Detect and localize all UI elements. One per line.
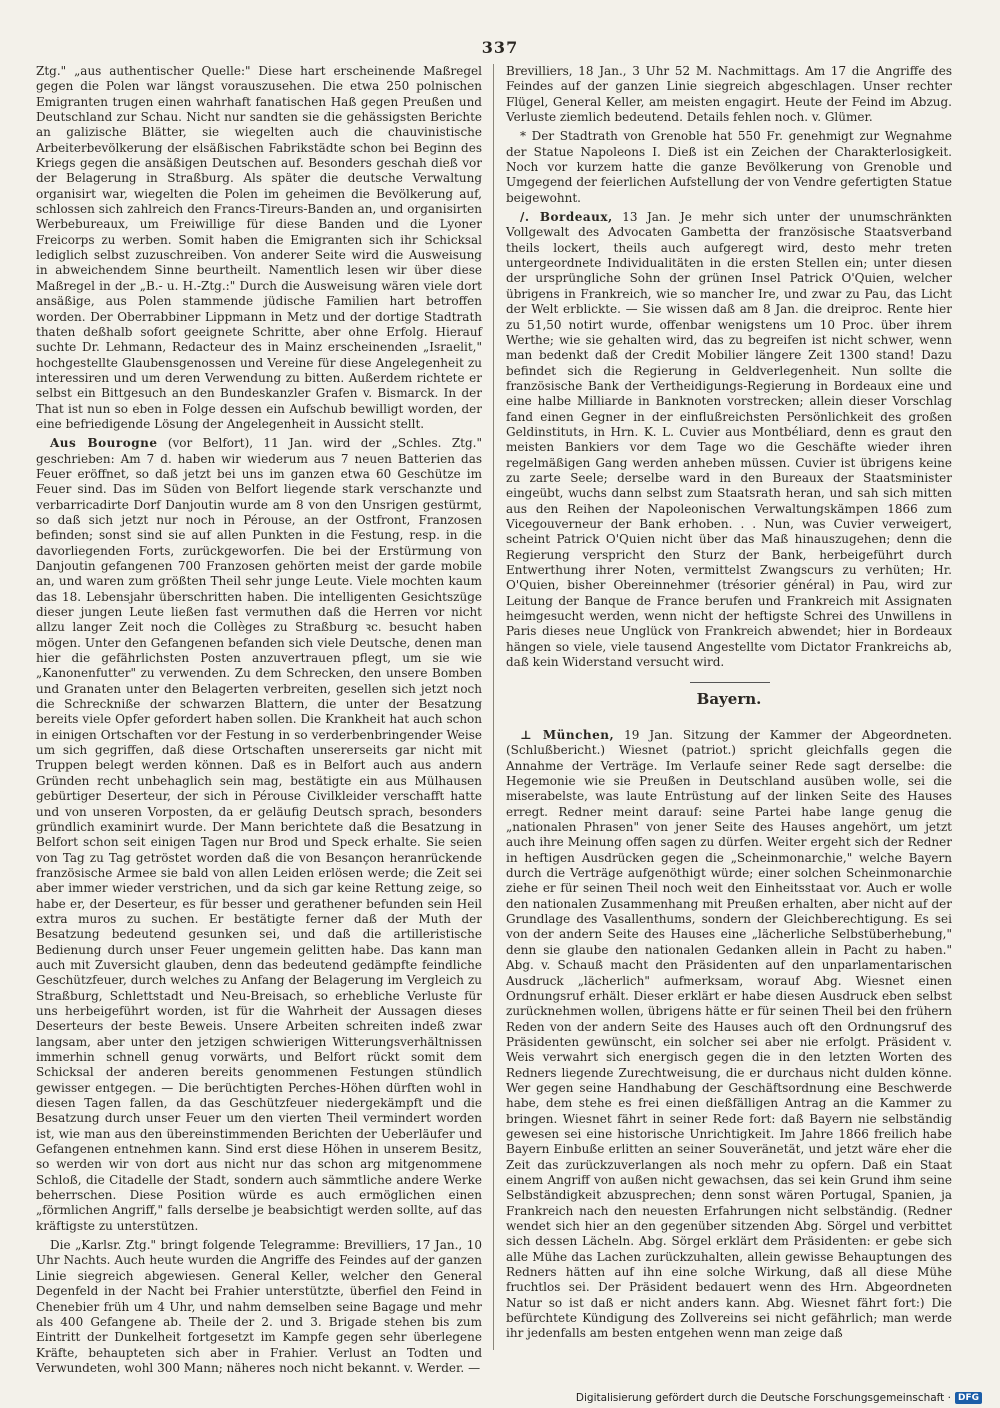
article-bordeaux (506, 210, 952, 670)
left-column (36, 64, 482, 1375)
dfg-logo-icon: DFG (955, 1392, 982, 1404)
right-column-top (506, 64, 952, 694)
right-column-bottom (506, 728, 952, 1356)
section-heading-bayern: Bayern. (696, 690, 762, 708)
place-muenchen: ⊥ München, (520, 728, 615, 742)
article-bourogne-text: (vor Belfort), 11 Jan. wird der „Schles. Ztg." geschrieben: Am 7 d. haben wir wiederum aus 7 neuen Batterien das Feuer eröffnet, so daß jetzt bei uns im ganzen etwa 60 Geschütze im Feuer sind. Das im Süden von Belfort liegende stark verschanzte und verbarricadirte Dorf Danjoutin wurde am 8 von den Unsrigen gestürmt, so daß sich jetzt nur noch in Pérouse, an der Ostfront, Franzosen befinden; sonst sind sie auf allen Punkten in die Festung, resp. in die davorliegenden Forts, zurückgeworfen. Die bei der Erstürmung von Danjoutin gefangenen 700 Franzosen gehörten meist der garde mobile an, und waren zum größten Theil sehr junge Leute. Viele mochten kaum das 18. Lebensjahr überschritten haben. Die intelligenten Gesichtszüge dieser jungen Leute ließen fast vermuthen daß die Herren vor nicht allzu langer Zeit noch die Collèges zu Straßburg ꝛc. besucht haben mögen. Unter den Gefangenen befanden sich viele Deutsche, denen man hier die gefährlichsten Posten anzuvertrauen pflegt, um sie wie „Kanonenfutter" zu verwenden. Zu dem Schrecken, den unsere Bomben und Granaten unter den Belagerten verbreiten, gesellen sich jetzt noch die Schreckniße der schwarzen Blattern, die unter der Besatzung bereits viele Opfer gefordert haben sollen. Die Krankheit hat auch schon in einigen Ortschaften vor der Festung in so verderbenbringender Weise um sich gegriffen, daß diese Ortschaften unsererseits gar nicht mit Truppen belegt werden können. Daß es in Belfort auch aus andern Gründen recht unbehaglich sein mag, bestätigte ein aus Mülhausen gebürtiger Deserteur, der sich in Pérouse Civilkleider verschafft hatte und von unseren Vorposten, da er geläufig Deutsch sprach, besonders gründlich examinirt wurde. Der Mann berichtete daß die Besatzung in Belfort schon seit einigen Tagen nur Brod und Speck erhalte. Sie seien von Tag zu Tag getröstet worden daß die von Besançon heranrückende französische Armee sie bald von allen Leiden erlösen werde; die Zeit sei aber immer wieder verstrichen, und da sich gar keine Rettung zeige, so habe er, der Deserteur, es für besser und gerathener befunden sein Heil extra muros zu suchen. Er bestätigte ferner daß der Muth der Besatzung bedeutend gesunken sei, und daß die artilleristische Bedienung durch unser Feuer ungemein gelitten habe. Das kann man auch mit Zuversicht glauben, denn das bedeutend gedämpfte feindliche Geschützfeuer, durch welches zu Anfang der Belagerung im Vergleich zu Straßburg, Schlettstadt und Neu-Breisach, so erhebliche Verluste für uns herbeigeführt worden, ist für die Wahrheit der Aussagen dieses Deserteurs der beste Beweis. Unsere Arbeiten schreiten indeß zwar langsam, aber unter den jetzigen schwierigen Witterungsverhältnissen immerhin schnell genug vorwärts, und Belfort rückt somit dem Schicksal der anderen bereits genommenen Festungen stündlich gewisser entgegen. — Die berüchtigten Perches-Höhen dürften wohl in diesen Tagen fallen, da das Geschützfeuer niedergekämpft und die Besatzung durch unser Feuer um den vierten Theil vermindert worden ist, wie man aus den übereinstimmenden Berichten der Ueberläufer und Gefangenen entnehmen kann. Sind erst diese Höhen in unserem Besitz, so werden wir von dort aus nicht nur das schon arg mitgenommene Schloß, die Citadelle der Stadt, sondern auch sämmtliche andere Werke beherrschen. Diese Position würde es auch ermöglichen einen „förmlichen Angriff," falls derselbe je beabsichtigt werden sollte, auf das kräftigste zu unterstützen. (36, 436, 482, 1233)
column-divider (493, 64, 494, 1350)
article-bordeaux-text: 13 Jan. Je mehr sich unter der unumschränkten Vollgewalt des Advocaten Gambetta der französische Staatsverband theils lockert, theils auch aufgeregt wird, desto mehr treten untergeordnete Individualitäten in die ersten Stellen ein; unter diesen der ursprüngliche Sohn der grünen Insel Patrick O'Quien, welcher übrigens in Frankreich, wie so mancher Ire, und zwar zu Pau, das Licht der Welt erblickte. — Sie wissen daß am 8 Jan. die dreiproc. Rente hier zu 51,50 notirt wurde, offenbar wenigstens um 10 Proc. über ihrem Werthe; wie sie gehalten wird, das zu begreifen ist nicht schwer, wenn man bedenkt daß der Credit Mobilier längere Zeit 1300 stand! Dazu befindet sich die Regierung in Geldverlegenheit. Nun sollte die französische Bank der Vertheidigungs-Regierung in Bordeaux eine und eine halbe Milliarde in Banknoten vorstrecken; allein dieser Vorschlag fand einen Gegner in der einflußreichsten Persönlichkeit des großen Geldinstituts, in Hrn. K. L. Cuvier aus Montbéliard, denn es graut den meisten Bankiers vor dem Tage wo die Geschäfte wieder ihren regelmäßigen Gang werden anheben müssen. Cuvier ist übrigens keine zu zarte Seele; derselbe ward in den Bureaux der Staatsminister eingeübt, wuchs dann selbst zum Staatsrath heran, und sah sich mitten aus den Reihen der Napoleonischen Verwaltungskämpen 1866 zum Vicegouverneur der Bank erhoben. . . Nun, was Cuvier verweigert, scheint Patrick O'Quien nicht über das Maß hinauszugehen; denn die Regierung verspricht den Sturz der Bank, herbeigeführt durch Entwerthung ihrer Noten, vermittelst Zwangscurs zu verhüten; Hr. O'Quien, bisher Obereinnehmer (trésorier général) in Pau, wird zur Leitung der Banque de France berufen und Frankreich mit Assignaten heimgesucht werden, wenn nicht der heftigste Schrei des Unwillens in Paris dieses neue Unglück von Frankreich abwendet; hier in Bordeaux hängen so viele, viele tausend Angestellte vom Dictator Frankreichs ab, daß kein Widerstand versucht wird. (506, 210, 952, 670)
article-muenchen-text: 19 Jan. Sitzung der Kammer der Abgeordneten. (Schlußbericht.) Wiesnet (patriot.) spricht gleichfalls gegen die Annahme der Verträge. Im Verlaufe seiner Rede sagt derselbe: die Hegemonie wie sie Preußen in Deutschland ausüben wolle, sei die miserabelste, was laute Entrüstung auf der linken Seite des Hauses erregt. Redner meint darauf: seine Partei habe lange genug die „nationalen Phrasen" von jener Seite des Hauses angehört, um jetzt auch ihre Meinung offen sagen zu dürfen. Weiter ergeht sich der Redner in heftigen Ausdrücken gegen die „Scheinmonarchie," welche Bayern durch die Verträge aufgenöthigt würde; einer solchen Scheinmonarchie ziehe er für seinen Theil noch weit den Einheitsstaat vor. Auch er wolle den nationalen Zusammenhang mit Preußen erhalten, aber nicht auf der Grundlage des Vasallenthums, sondern der Gleichberechtigung. Es sei von der andern Seite des Hauses eine „lächerliche Selbstüberhebung," denn sie glaube den nationalen Gedanken allein in Pacht zu haben." Abg. v. Schauß macht den Präsidenten auf den unparlamentarischen Ausdruck „lächerlich" aufmerksam, worauf Abg. Wiesnet einen Ordnungsruf erhält. Dieser erklärt er habe diesen Ausdruck eben selbst zurücknehmen wollen, übrigens hätte er für seinen Theil bei den frühern Reden von der andern Seite des Hauses auch oft den Ordnungsruf des Präsidenten gewünscht, ein solcher sei aber nie erfolgt. Präsident v. Weis verwahrt sich energisch gegen die in den letzten Worten des Redners liegende Zurechtweisung, die er durchaus nicht dulden könne. Wer gegen seine Handhabung der Geschäftsordnung eine Beschwerde habe, dem stehe es frei einen dießfälligen Antrag an die Kammer zu bringen. Wiesnet fährt in seiner Rede fort: daß Bayern nie selbständig gewesen sei eine historische Unrichtigkeit. Im Jahre 1866 freilich habe Bayern Einbuße erlitten an seiner Souveränetät, und jetzt wäre eher die Zeit das zurückzuverlangen als noch mehr zu opfern. Daß ein Staat einem Angriff von außen nicht gewachsen, das sei kein Grund ihm seine Selbständigkeit abzusprechen; denn sonst wären Portugal, Spanien, ja Frankreich nach den neuesten Erfahrungen nicht selbständig. (Redner wendet sich hier an den gegenüber sitzenden Abg. Sörgel und verbittet sich dessen Lächeln. Abg. Sörgel erklärt dem Präsidenten: er gebe sich alle Mühe das Lachen zurückzuhalten, allein gewisse Behauptungen des Redners hätten auf ihn eine solche Wirkung, daß all diese Mühe fruchtlos sei. Der Präsident bedauert wenn des Hrn. Abgeordneten Natur so ist daß er nicht anders kann. Abg. Wiesnet fährt fort:) Die befürchtete Kündigung des Zollvereins sei nicht gefährlich; man werde ihr jedenfalls am besten entgehen wenn man zeige daß (506, 728, 952, 1341)
footer-text: Digitalisierung gefördert durch die Deutsche Forschungsgemeinschaft · (575, 1392, 951, 1404)
place-bordeaux: /. Bordeaux, (520, 210, 613, 225)
article-bourogne (36, 436, 482, 1234)
article-telegrams: Die „Karlsr. Ztg." bringt folgende Telegramme: Brevilliers, 17 Jan., 10 Uhr Nachts. Auch heute wurden die Angriffe des Feindes auf der ganzen Linie siegreich abgewiesen. General Keller, welcher den General Degenfeld in der Nacht bei Frahier unterstützte, überfiel den Feind in Chenebier früh um 4 Uhr, und nahm demselben seine Bagage und mehr als 400 Gefangene ab. Theile der 2. und 3. Brigade stehen bis zum Eintritt der Dunkelheit fortgesetzt im Kampfe gegen sehr überlegene Kräfte, behaupteten sich aber in Frahier. Verlust an Todten und Verwundeten, wohl 300 Mann; näheres noch nicht bekannt. v. Werder. — (36, 1238, 482, 1375)
place-bourogne: Aus Bourogne (50, 436, 158, 451)
article-brevilliers: Brevilliers, 18 Jan., 3 Uhr 52 M. Nachmittags. Am 17 die Angriffe des Feindes auf der ganzen Linie siegreich abgeschlagen. Unser rechter Flügel, General Keller, am meisten engagirt. Heute der Feind im Abzug. Verluste ziemlich bedeutend. Details fehlen noch. v. Glümer. (506, 64, 952, 125)
section-rule (690, 682, 770, 683)
page-number: 337 (481, 38, 519, 57)
article-grenoble: * Der Stadtrath von Grenoble hat 550 Fr. genehmigt zur Wegnahme der Statue Napoleons I. Dieß ist ein Zeichen der Charakterlosigkeit. Noch vor kurzem hatte die ganze Bevölkerung von Grenoble und Umgegend der feierlichen Aufstellung der von Vendre gefertigten Statue beigewohnt. (506, 129, 952, 205)
article-muenchen (506, 728, 952, 1342)
footer-credit (576, 1392, 982, 1404)
article-polish-emigrants: Ztg." „aus authentischer Quelle:" Diese hart erscheinende Maßregel gegen die Polen war längst vorauszusehen. Die etwa 250 polnischen Emigranten trugen einen wahrhaft fanatischen Haß gegen Preußen und Deutschland zur Schau. Nicht nur sandten sie die gehässigsten Berichte an galizische Blätter, sie wiegelten auch die chauvinistische Arbeiterbevölkerung der elsäßischen Fabrikstädte schon bei Beginn des Kriegs gegen die ansäßigen Deutschen auf. Besonders geschah dieß vor der Belagerung in Straßburg. Als später die deutsche Verwaltung organisirt war, wiegelten die Polen im geheimen die Bevölkerung auf, schlossen sich zahlreich den Francs-Tireurs-Banden an, und organisirten Werbebureaux, um Freiwillige für diese Banden und die Lyoner Freicorps zu werben. Somit haben die Emigranten sich ihr Schicksal lediglich selbst zuzuschreiben. Von anderer Seite wird die Ausweisung in abweichendem Sinne beurtheilt. Namentlich lesen wir über diese Maßregel in der „B.- u. H.-Ztg.:" Durch die Ausweisung wären viele dort ansäßige, aus Polen stammende jüdische Familien hart betroffen worden. Der Oberrabbiner Lippmann in Metz und der dortige Stadtrath thaten deßhalb sofort geeignete Schritte, aber ohne Erfolg. Hierauf suchte Dr. Lehmann, Redacteur des in Mainz erscheinenden „Israelit," hochgestellte Glaubensgenossen und Vereine für diese Angelegenheit zu interessiren und um deren Verwendung zu bitten. Außerdem richtete er selbst ein Bittgesuch an den Bundeskanzler Grafen v. Bismarck. In der That ist nun so eben in Folge dessen ein Aufschub bewilligt worden, der eine befriedigende Lösung der Angelegenheit in Aussicht stellt. (36, 64, 482, 431)
